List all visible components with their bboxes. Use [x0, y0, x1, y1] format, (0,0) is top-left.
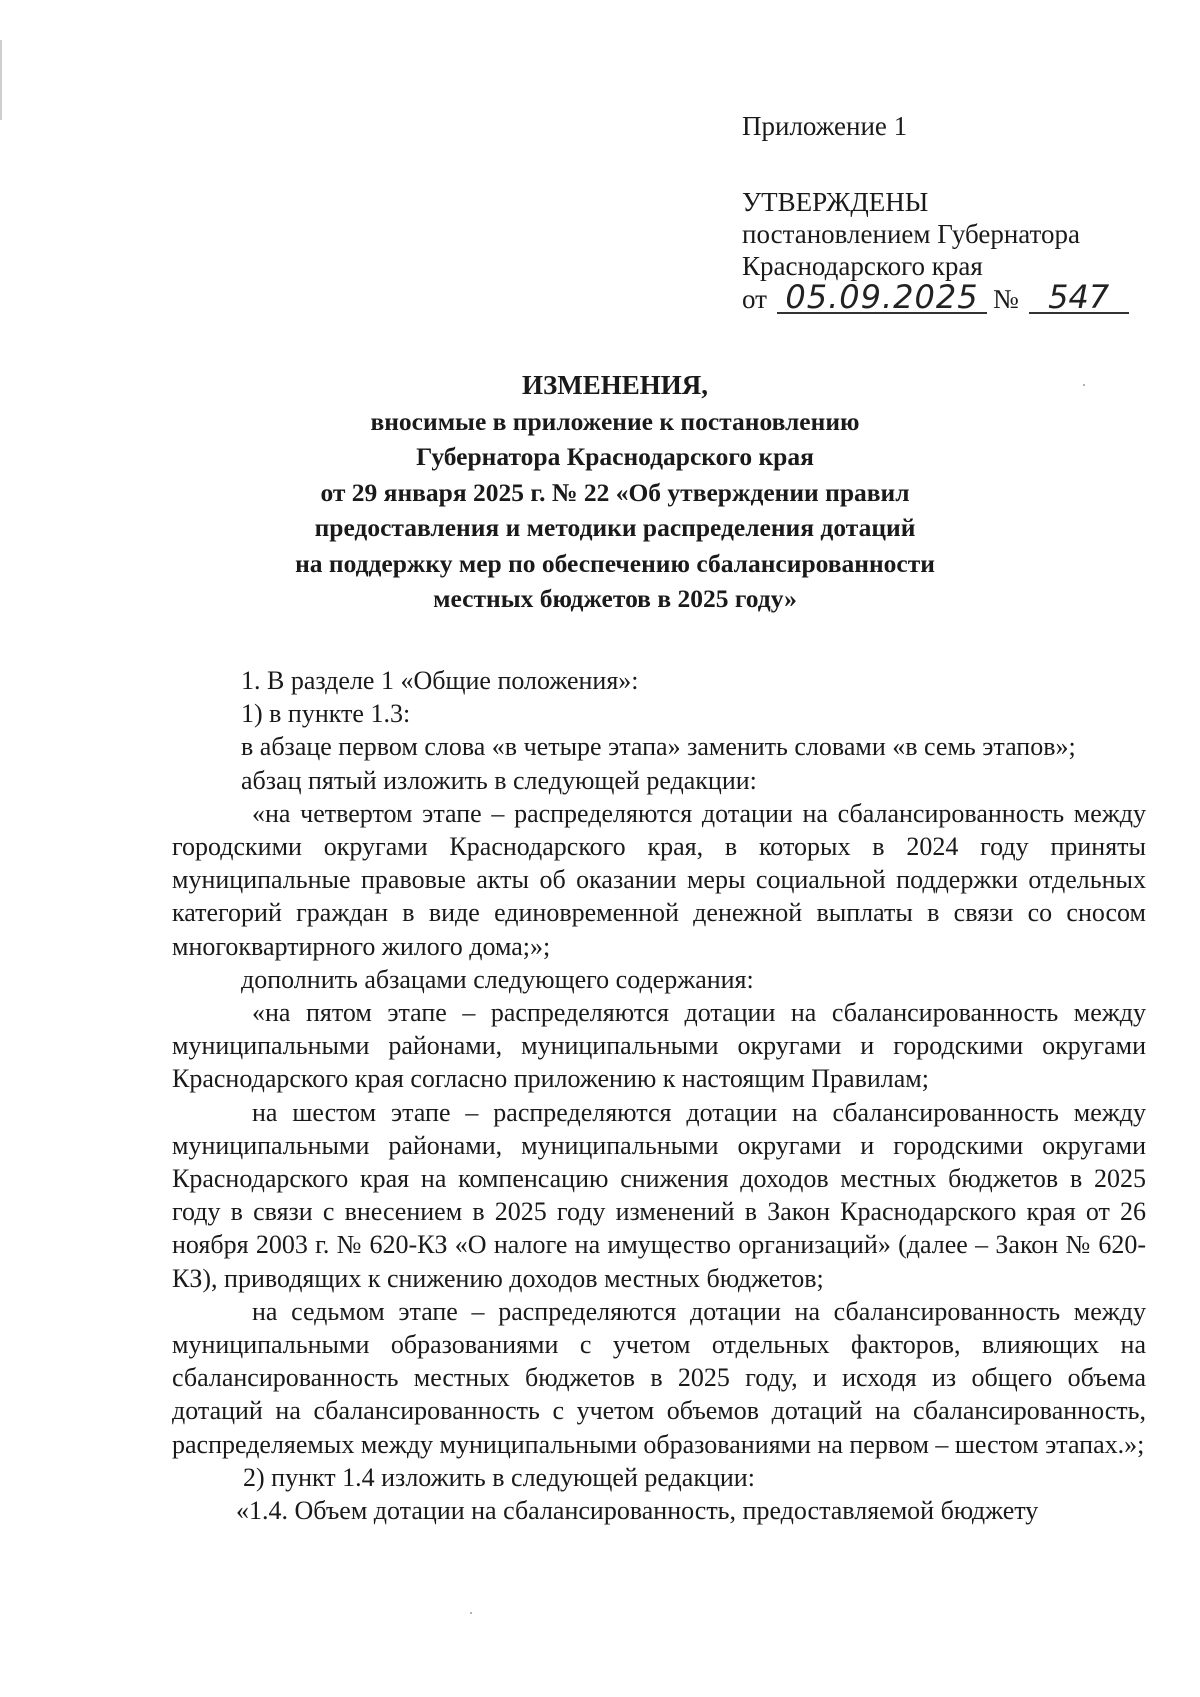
date-prefix: от: [742, 284, 767, 314]
scan-speck: [470, 1612, 472, 1614]
title-line: на поддержку мер по обеспечению сбалансированности: [295, 548, 935, 578]
number-prefix: №: [992, 284, 1019, 314]
body-paragraph: 1) в пункте 1.3:: [241, 699, 411, 729]
annex-label: Приложение 1: [742, 111, 908, 141]
document-title: [230, 368, 1000, 617]
body-paragraph: абзац пятый изложить в следующей редакции:: [241, 765, 757, 795]
body-paragraph: «1.4. Объем дотации на сбалансированность, предоставляемой бюджету: [236, 1496, 1039, 1526]
handwritten-number: 547: [1029, 282, 1129, 314]
body-paragraph: в абзаце первом слова «в четыре этапа» заменить словами «в семь этапов»;: [241, 732, 1076, 762]
title-line: от 29 января 2025 г. № 22 «Об утверждении правил: [320, 477, 910, 507]
title-line: вносимые в приложение к постановлению: [370, 406, 860, 436]
handwritten-date: 05.09.2025: [777, 282, 987, 314]
body-paragraph: «на четвертом этапе – распределяются дотации на сбалансированность между городскими округами Краснодарского края, в которых в 2024 году приняты муниципальные правовые акты об оказании меры социальной поддержки отдельных категорий граждан в виде единовременной денежной выплаты в связи со сносом многоквартирного жилого дома;»;: [172, 798, 1146, 961]
title-line: Губернатора Краснодарского края: [416, 442, 814, 471]
scan-speck: [1083, 384, 1085, 386]
scan-edge-mark: [0, 40, 2, 120]
approved-by-line: постановлением Губернатора: [742, 219, 1080, 249]
body-paragraph: «на пятом этапе – распределяются дотации на сбалансированность между муниципальными районами, муниципальными округами и городскими округами Краснодарского края согласно приложению к настоящим Правилам;: [172, 998, 1146, 1094]
document-body: [172, 664, 1146, 1527]
body-paragraph: на седьмом этапе – распределяются дотации на сбалансированность между муниципальными образованиями с учетом отдельных факторов, влияющих на сбалансированность местных бюджетов в 2025 году, и исходя из общего объема дотаций на сбалансированность с учетом объемов дотаций на сбалансированность, распределяемых между муниципальными образованиями на первом – шестом этапах.»;: [172, 1296, 1146, 1459]
title-line: предоставления и методики распределения дотаций: [314, 513, 916, 542]
approved-by-region: Краснодарского края: [742, 251, 983, 281]
approval-block: [742, 110, 1162, 315]
body-paragraph: на шестом этапе – распределяются дотации на сбалансированность между муниципальными районами, муниципальными округами и городскими округами Краснодарского края на компенсацию снижения доходов местных бюджетов в 2025 году в связи с внесением в 2025 году изменений в Закон Краснодарского края от 26 ноября 2003 г. № 620-КЗ «О налоге на имущество организаций» (далее – Закон № 620-КЗ), приводящих к снижению доходов местных бюджетов;: [172, 1097, 1146, 1293]
body-paragraph: дополнить абзацами следующего содержания:: [241, 964, 754, 994]
body-paragraph: 1. В разделе 1 «Общие положения»:: [241, 666, 639, 695]
approved-label: УТВЕРЖДЕНЫ: [742, 187, 929, 217]
body-paragraph: 2) пункт 1.4 изложить в следующей редакции:: [243, 1462, 755, 1492]
decree-date-number-line: [742, 278, 1162, 316]
title-line: местных бюджетов в 2025 году»: [433, 584, 797, 613]
title-heading: ИЗМЕНЕНИЯ,: [521, 370, 708, 400]
